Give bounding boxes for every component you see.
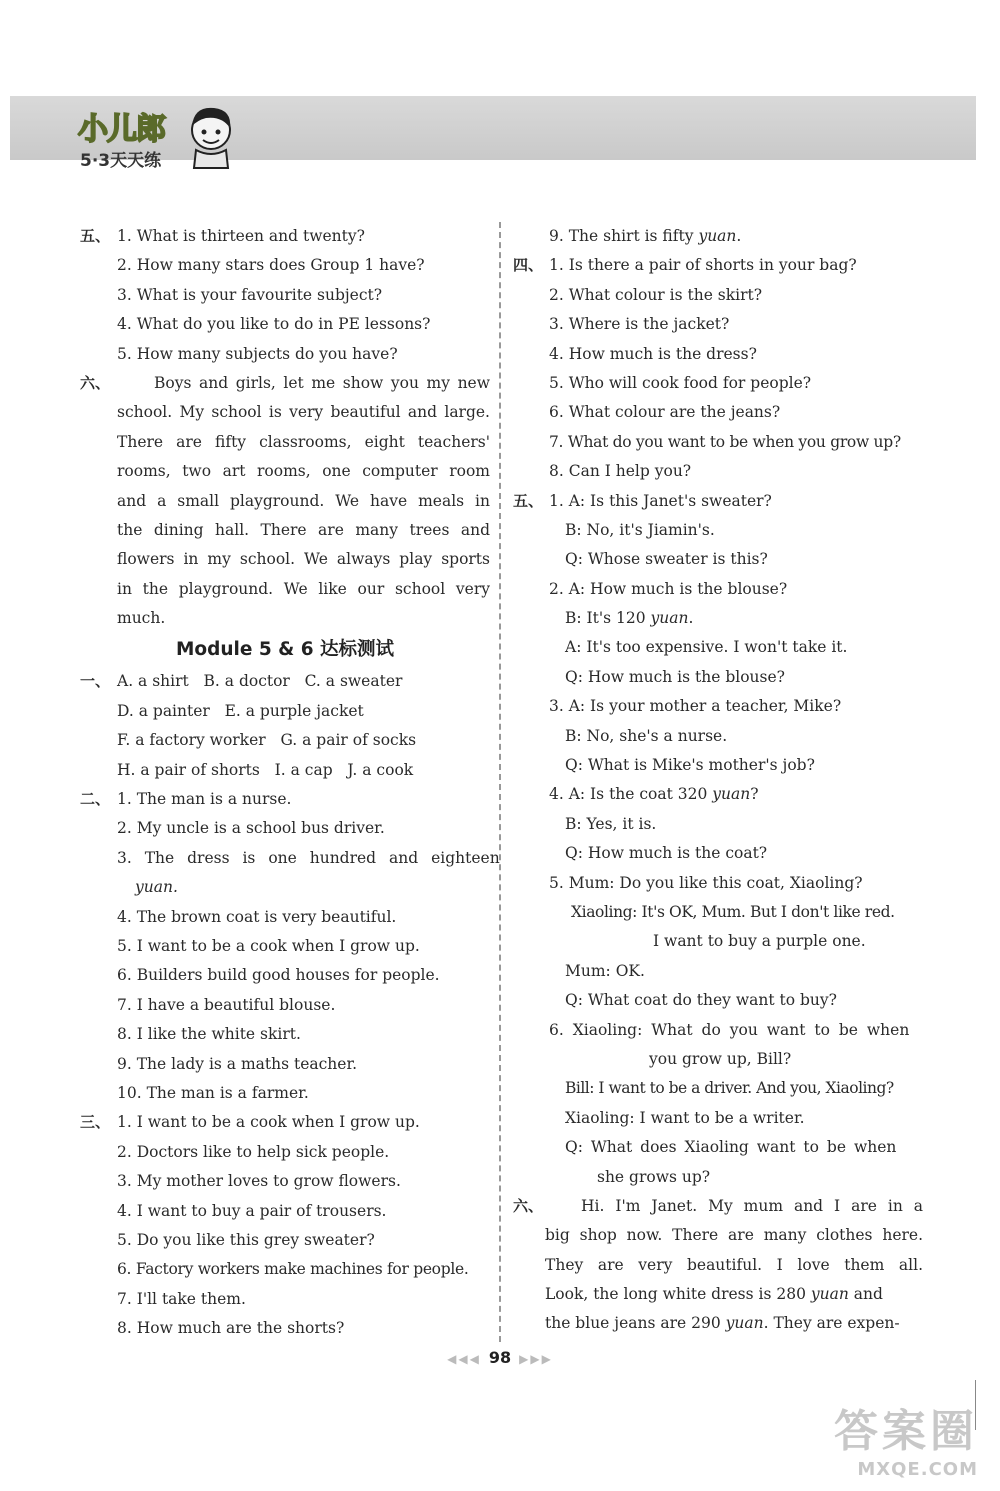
module-title: Module 5 & 6 达标测试 xyxy=(175,639,395,661)
passage-line: the blue jeans are 290 yuan. They are expen- xyxy=(545,1314,900,1333)
answer-line: 8. I like the white skirt. xyxy=(117,1025,301,1044)
answer-line: 2. How many stars does Group 1 have? xyxy=(117,256,425,275)
section-mark: 六、 xyxy=(80,373,111,392)
column-divider xyxy=(499,222,501,1342)
passage-line: in the playground. We like our school very xyxy=(117,579,490,598)
passage-line: 六、 Hi. I'm Janet. My mum and I are in a xyxy=(513,1192,923,1221)
answer-line: 3. Where is the jacket? xyxy=(549,315,730,334)
right-arrows-icon: ▶▶▶ xyxy=(519,1352,553,1366)
answer-line: 6. What colour are the jeans? xyxy=(549,403,781,422)
answer-line: Xiaoling: I want to be a writer. xyxy=(565,1108,805,1127)
left-arrows-icon: ◀◀◀ xyxy=(447,1352,481,1366)
section-mark: 四、 xyxy=(513,256,544,275)
answer-line: 三、 1. I want to be a cook when I grow up. xyxy=(80,1108,490,1137)
answer-line: 8. How much are the shorts? xyxy=(117,1319,345,1338)
answer-line: 一、 A. a shirt B. a doctor C. a sweater xyxy=(80,667,490,696)
answer-line: 二、 1. The man is a nurse. xyxy=(80,785,490,814)
section-mark: 五、 xyxy=(513,491,544,510)
answer-line: I want to buy a purple one. xyxy=(653,932,866,951)
answer-line: 7. I'll take them. xyxy=(117,1289,246,1308)
answer-line: 8. Can I help you? xyxy=(549,462,692,481)
answer-line: 4. How much is the dress? xyxy=(549,344,757,363)
answer-line: 10. The man is a farmer. xyxy=(117,1083,309,1102)
answer-line: Q: How much is the blouse? xyxy=(565,667,785,686)
answer-line: you grow up, Bill? xyxy=(649,1049,792,1068)
section-mark: 二、 xyxy=(80,790,111,809)
logo xyxy=(76,104,236,174)
passage-line: Look, the long white dress is 280 yuan and xyxy=(545,1285,883,1304)
answer-line: 5. Do you like this grey sweater? xyxy=(117,1230,375,1249)
answer-line: Q: How much is the coat? xyxy=(565,844,768,863)
answer-line: 3. What is your favourite subject? xyxy=(117,285,383,304)
answer-line: D. a painter E. a purple jacket xyxy=(117,701,364,720)
answer-line: B: Yes, it is. xyxy=(565,814,657,833)
answer-line: 五、 1. What is thirteen and twenty? xyxy=(80,222,490,251)
answer-line: B: No, it's Jiamin's. xyxy=(565,520,715,539)
answer-line: 3. The dress is one hundred and eighteen xyxy=(117,848,500,867)
answer-line: 四、 1. Is there a pair of shorts in your bag? xyxy=(513,251,923,280)
page-footer xyxy=(400,1348,600,1378)
answer-line: 4. A: Is the coat 320 yuan? xyxy=(549,785,759,804)
answer-line: Xiaoling: It's OK, Mum. But I don't like red. xyxy=(571,902,895,921)
section-mark: 三、 xyxy=(80,1113,111,1132)
answer-line: she grows up? xyxy=(597,1167,711,1186)
answer-line: Mum: OK. xyxy=(565,961,645,980)
answer-line: 5. I want to be a cook when I grow up. xyxy=(117,936,420,955)
answer-line: 3. My mother loves to grow flowers. xyxy=(117,1172,401,1191)
answer-line: 6. Factory workers make machines for people. xyxy=(117,1260,469,1279)
answer-line: 4. The brown coat is very beautiful. xyxy=(117,907,397,926)
section-mark: 一、 xyxy=(80,672,111,691)
answer-line: 4. I want to buy a pair of trousers. xyxy=(117,1201,387,1220)
section-mark: 六、 xyxy=(513,1196,544,1215)
answer-line: 2. What colour is the skirt? xyxy=(549,285,763,304)
passage-line: school. My school is very beautiful and large. xyxy=(117,403,490,422)
answer-line: 5. How many subjects do you have? xyxy=(117,344,398,363)
answer-line: F. a factory worker G. a pair of socks xyxy=(117,731,417,750)
answer-line: Q: Whose sweater is this? xyxy=(565,550,768,569)
answer-line: 2. My uncle is a school bus driver. xyxy=(117,819,385,838)
answer-line: 5. Mum: Do you like this coat, Xiaoling? xyxy=(549,873,863,892)
left-column xyxy=(80,222,500,1343)
passage-line: 六、 Boys and girls, let me show you my new xyxy=(80,369,490,398)
answer-line: 3. A: Is your mother a teacher, Mike? xyxy=(549,697,842,716)
answer-line: 五、 1. A: Is this Janet's sweater? xyxy=(513,487,923,516)
page-number: 98 xyxy=(488,1348,512,1367)
answer-line: Q: What is Mike's mother's job? xyxy=(565,756,815,775)
logo-subtitle: 5·3天天练 xyxy=(80,151,162,171)
answer-line: 7. What do you want to be when you grow up? xyxy=(549,432,901,451)
answer-line: B: It's 120 yuan. xyxy=(565,609,694,628)
passage-line: big shop now. There are many clothes here. xyxy=(545,1226,923,1245)
passage-line: flowers in my school. We always play sports xyxy=(117,550,490,569)
answer-line: 6. Xiaoling: What do you want to be when xyxy=(549,1020,910,1039)
passage-line: the dining hall. There are many trees and xyxy=(117,520,490,539)
section-mark: 五、 xyxy=(80,227,111,245)
answer-line: 2. A: How much is the blouse? xyxy=(549,579,788,598)
answer-line: yuan. xyxy=(135,878,178,897)
passage-line: and a small playground. We have meals in xyxy=(117,491,490,510)
answer-line: 4. What do you like to do in PE lessons? xyxy=(117,315,431,334)
watermark xyxy=(778,1395,978,1480)
answer-line: Bill: I want to be a driver. And you, Xiaoling? xyxy=(565,1079,894,1098)
passage-line: They are very beautiful. I love them all. xyxy=(545,1255,923,1274)
answer-line: Q: What coat do they want to buy? xyxy=(565,991,837,1010)
right-column xyxy=(513,222,923,1339)
watermark-site: MXQE.COM xyxy=(857,1459,978,1480)
answer-line: 7. I have a beautiful blouse. xyxy=(117,995,336,1014)
answer-line: 9. The shirt is fifty yuan. xyxy=(549,227,742,245)
answer-line: 2. Doctors like to help sick people. xyxy=(117,1142,390,1161)
answer-line: 6. Builders build good houses for people. xyxy=(117,966,440,985)
passage-line: There are fifty classrooms, eight teachers' xyxy=(117,432,490,451)
passage-line: much. xyxy=(117,609,166,628)
passage-line: rooms, two art rooms, one computer room xyxy=(117,462,490,481)
answer-line: Q: What does Xiaoling want to be when xyxy=(565,1138,897,1157)
watermark-logo: 答案圈 xyxy=(834,1406,978,1457)
answer-line: A: It's too expensive. I won't take it. xyxy=(565,638,848,657)
boy-mascot-icon xyxy=(186,104,236,170)
answer-line: H. a pair of shorts I. a cap J. a cook xyxy=(117,760,414,779)
logo-title: 小儿郎 xyxy=(78,112,165,147)
answer-line: B: No, she's a nurse. xyxy=(565,726,728,745)
answer-line: 9. The lady is a maths teacher. xyxy=(117,1054,358,1073)
answer-line: 5. Who will cook food for people? xyxy=(549,373,812,392)
